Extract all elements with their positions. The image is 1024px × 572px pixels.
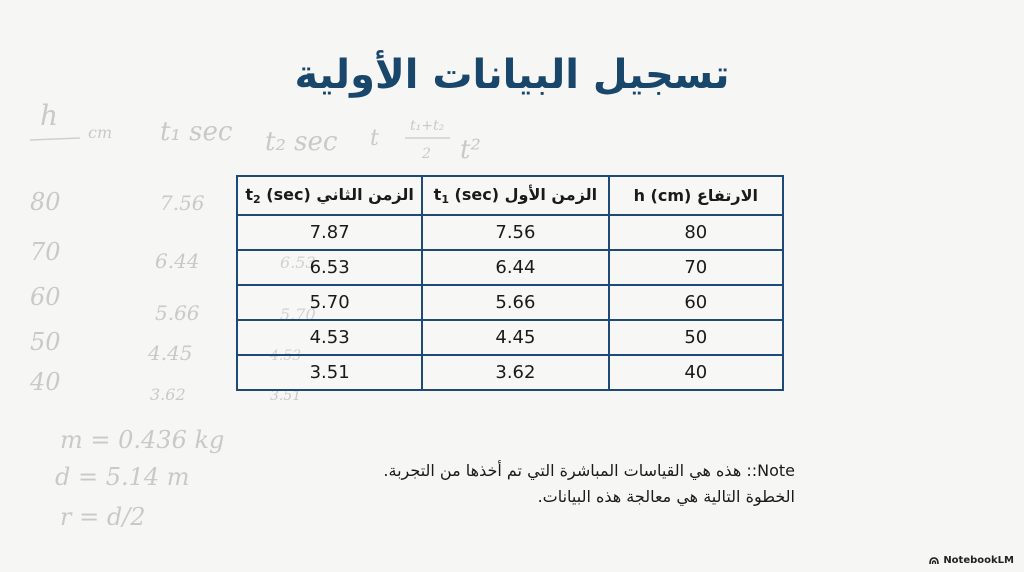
measurements-table xyxy=(236,175,784,391)
table-row xyxy=(237,285,783,320)
svg-text:80: 80 xyxy=(30,188,61,216)
svg-text:m = 0.436 kg: m = 0.436 kg xyxy=(60,426,225,454)
svg-text:4.53: 4.53 xyxy=(270,348,302,364)
svg-text:h: h xyxy=(40,99,59,132)
table-row xyxy=(237,250,783,285)
header-t2-subscript: 2 xyxy=(253,193,261,206)
header-t1 xyxy=(422,176,608,215)
header-t2-text: (sec) الزمن الثاني xyxy=(260,185,414,204)
svg-text:3.62: 3.62 xyxy=(150,385,186,404)
header-t2-symbol: t xyxy=(245,185,254,204)
header-t2 xyxy=(237,176,422,215)
cell-t1: 6.44 xyxy=(422,250,608,285)
svg-text:6.53: 6.53 xyxy=(280,253,316,272)
note-line-2: الخطوة التالية هي معالجة هذه البيانات. xyxy=(537,487,795,506)
slide-title: تسجيل البيانات الأولية xyxy=(294,52,730,98)
svg-text:t: t xyxy=(370,126,379,151)
header-t1-text: (sec) الزمن الأول xyxy=(448,185,598,204)
svg-text:40: 40 xyxy=(30,368,61,396)
svg-text:r = d/2: r = d/2 xyxy=(60,503,146,531)
svg-text:50: 50 xyxy=(30,328,61,356)
svg-text:70: 70 xyxy=(30,238,61,266)
table-row xyxy=(237,215,783,250)
cell-t1: 7.56 xyxy=(422,215,608,250)
cell-t2: 7.87 xyxy=(237,215,422,250)
svg-text:6.44: 6.44 xyxy=(155,249,200,273)
svg-text:t₁+t₂: t₁+t₂ xyxy=(410,118,445,134)
header-t1-subscript: 1 xyxy=(441,193,449,206)
cell-h: 80 xyxy=(609,215,783,250)
svg-text:7.56: 7.56 xyxy=(160,191,205,215)
cell-t1: 3.62 xyxy=(422,355,608,390)
brand-watermark xyxy=(929,555,1014,566)
note-line-1: Note:: هذه هي القياسات المباشرة التي تم أخذها من التجربة. xyxy=(383,461,795,480)
notebooklm-logo-icon xyxy=(929,557,939,565)
svg-text:3.51: 3.51 xyxy=(270,388,302,404)
cell-h: 40 xyxy=(609,355,783,390)
header-t1-symbol: t xyxy=(433,185,442,204)
svg-text:t²: t² xyxy=(460,135,481,165)
cell-t2: 6.53 xyxy=(237,250,422,285)
svg-text:5.70: 5.70 xyxy=(280,305,316,324)
cell-t2: 5.70 xyxy=(237,285,422,320)
svg-text:60: 60 xyxy=(30,283,61,311)
svg-text:4.45: 4.45 xyxy=(148,341,193,365)
cell-t2: 3.51 xyxy=(237,355,422,390)
cell-t1: 4.45 xyxy=(422,320,608,355)
cell-h: 60 xyxy=(609,285,783,320)
cell-h: 50 xyxy=(609,320,783,355)
svg-text:cm: cm xyxy=(88,123,113,142)
svg-text:d = 5.14 m: d = 5.14 m xyxy=(55,463,190,491)
cell-h: 70 xyxy=(609,250,783,285)
svg-text:5.66: 5.66 xyxy=(155,301,200,325)
brand-name: NotebookLM xyxy=(943,555,1014,566)
cell-t2: 4.53 xyxy=(237,320,422,355)
table-header-row xyxy=(237,176,783,215)
table-row xyxy=(237,320,783,355)
svg-text:2: 2 xyxy=(422,146,431,162)
table-row xyxy=(237,355,783,390)
cell-t1: 5.66 xyxy=(422,285,608,320)
svg-text:t₁ sec: t₁ sec xyxy=(160,117,233,147)
note-text xyxy=(320,458,795,510)
header-h: h (cm) الارتفاع xyxy=(609,176,783,215)
svg-text:t₂ sec: t₂ sec xyxy=(265,127,338,157)
